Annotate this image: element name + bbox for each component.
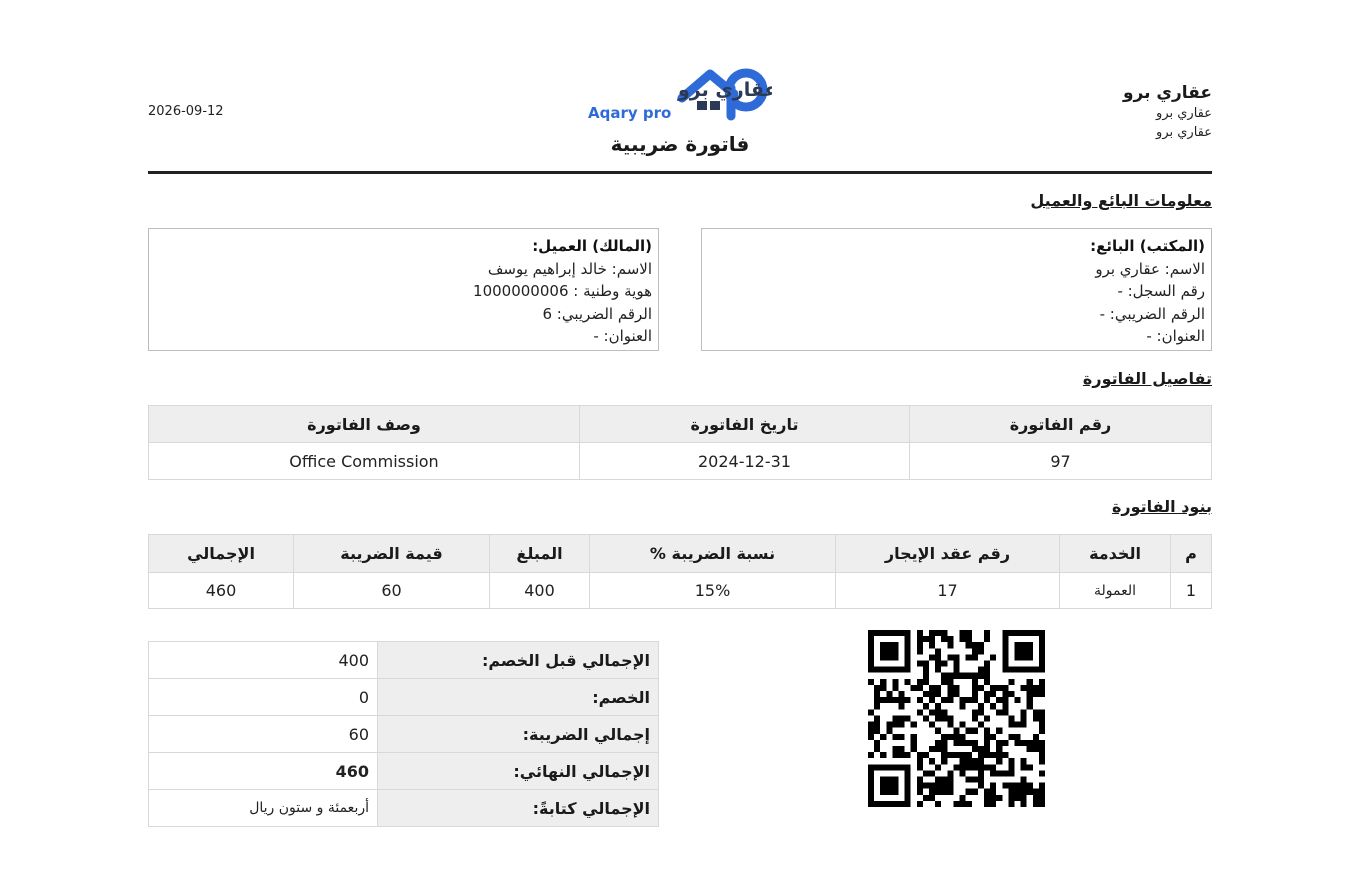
discount-label: الخصم: bbox=[378, 679, 659, 716]
seller-tax-number: الرقم الضريبي: - bbox=[1099, 304, 1205, 323]
details-invoice-number: 97 bbox=[910, 443, 1212, 480]
seller-info-box bbox=[701, 228, 1212, 351]
company-name: عقاري برو bbox=[1122, 83, 1212, 103]
invoice-print-date: 2026-09-12 bbox=[148, 104, 224, 119]
grand-total-value: 460 bbox=[149, 753, 378, 790]
total-tax-value: 60 bbox=[149, 716, 378, 753]
item-lease-number: 17 bbox=[836, 573, 1060, 609]
item-index: 1 bbox=[1171, 573, 1212, 609]
company-line-2: عقاري برو bbox=[1156, 125, 1212, 140]
customer-national-id: هوية وطنية : 1000000006 bbox=[473, 282, 652, 300]
item-service: العمولة bbox=[1060, 573, 1171, 609]
invoice-title: فاتورة ضريبية bbox=[610, 132, 750, 156]
items-header-lease-number: رقم عقد الإيجار bbox=[836, 535, 1060, 573]
table-row bbox=[149, 573, 1212, 609]
customer-name: الاسم: خالد إبراهيم يوسف bbox=[487, 259, 652, 278]
items-header-total: الإجمالي bbox=[149, 535, 294, 573]
totals-table bbox=[148, 641, 659, 827]
invoice-header bbox=[148, 60, 1212, 172]
section-title-parties: معلومات البائع والعميل bbox=[1030, 191, 1212, 210]
customer-heading: (المالك) العميل: bbox=[532, 237, 652, 255]
section-title-details: تفاصيل الفاتورة bbox=[1082, 369, 1212, 388]
total-in-words-value: أربعمئة و ستون ريال bbox=[149, 790, 378, 827]
item-tax-rate: 15% bbox=[590, 573, 836, 609]
seller-name: الاسم: عقاري برو bbox=[1095, 259, 1205, 278]
items-header-amount: المبلغ bbox=[490, 535, 590, 573]
items-header-tax-value: قيمة الضريبة bbox=[294, 535, 490, 573]
item-total: 460 bbox=[149, 573, 294, 609]
total-before-discount-label: الإجمالي قبل الخصم: bbox=[378, 642, 659, 679]
logo-text-english: Aqary pro bbox=[588, 104, 672, 122]
qr-code bbox=[868, 630, 1045, 807]
invoice-items-table bbox=[148, 534, 1212, 609]
company-line-1: عقاري برو bbox=[1156, 106, 1212, 121]
items-header-service: الخدمة bbox=[1060, 535, 1171, 573]
invoice-details-table bbox=[148, 405, 1212, 480]
section-title-items: بنود الفاتورة bbox=[1111, 497, 1212, 516]
total-before-discount-value: 400 bbox=[149, 642, 378, 679]
grand-total-label: الإجمالي النهائي: bbox=[378, 753, 659, 790]
item-amount: 400 bbox=[490, 573, 590, 609]
aqary-pro-logo bbox=[586, 66, 772, 124]
seller-heading: (المكتب) البائع: bbox=[1090, 237, 1205, 255]
customer-tax-number: الرقم الضريبي: 6 bbox=[542, 304, 652, 323]
items-header-index: م bbox=[1171, 535, 1212, 573]
total-in-words-label: الإجمالي كتابةً: bbox=[378, 790, 659, 827]
details-invoice-date: 2024-12-31 bbox=[580, 443, 910, 480]
discount-value: 0 bbox=[149, 679, 378, 716]
total-tax-label: إجمالي الضريبة: bbox=[378, 716, 659, 753]
details-header-date: تاريخ الفاتورة bbox=[580, 406, 910, 443]
details-header-description: وصف الفاتورة bbox=[149, 406, 580, 443]
customer-address: العنوان: - bbox=[593, 327, 652, 345]
details-header-number: رقم الفاتورة bbox=[910, 406, 1212, 443]
customer-info-box bbox=[148, 228, 659, 351]
header-divider bbox=[148, 171, 1212, 174]
seller-registry: رقم السجل: - bbox=[1117, 282, 1205, 300]
item-tax-value: 60 bbox=[294, 573, 490, 609]
seller-address: العنوان: - bbox=[1146, 327, 1205, 345]
logo-text-arabic: عقاري برو bbox=[678, 79, 772, 101]
details-invoice-description: Office Commission bbox=[149, 443, 580, 480]
items-header-tax-rate: نسبة الضريبة % bbox=[590, 535, 836, 573]
